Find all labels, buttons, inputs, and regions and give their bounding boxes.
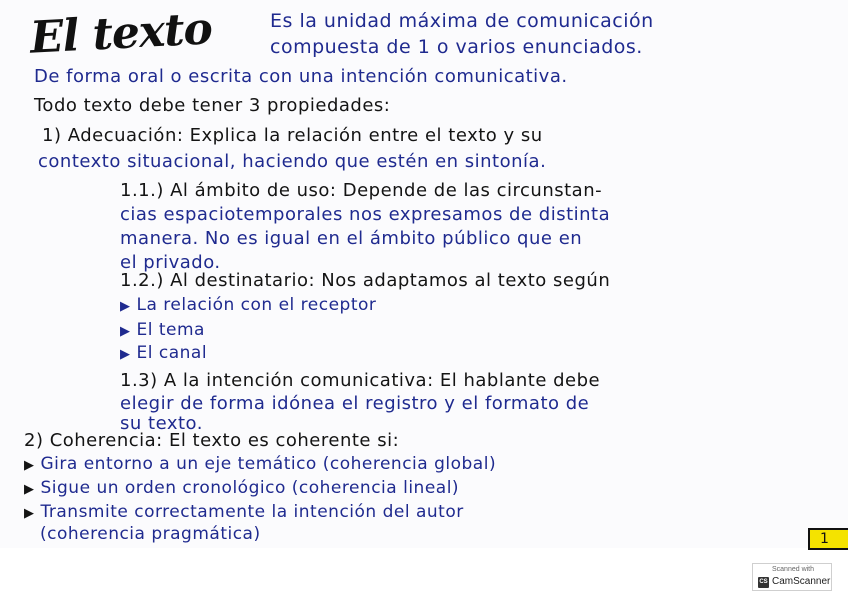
ambito-heading: 1.1.) Al ámbito de uso: Depende de las circunstan- — [120, 180, 603, 201]
page-title: El texto — [28, 3, 214, 64]
camscanner-watermark — [752, 563, 832, 591]
properties-heading: Todo texto debe tener 3 propiedades: — [34, 95, 391, 116]
intro-line-2: compuesta de 1 o varios enunciados. — [270, 36, 643, 58]
watermark-caption: Scanned with — [771, 566, 815, 573]
intro-line-3: De forma oral o escrita con una intención comunicativa. — [34, 66, 568, 87]
page-number-badge: 1 — [808, 528, 848, 550]
destinatario-bullet-3: ▶ El canal — [120, 343, 208, 363]
triangle-bullet-icon: ▶ — [120, 347, 131, 362]
coherencia-bullet-1: ▶ Gira entorno a un eje temático (coherencia global) — [24, 454, 497, 474]
triangle-bullet-icon: ▶ — [24, 506, 35, 521]
intencion-line-2: elegir de forma idónea el registro y el formato de — [120, 393, 590, 414]
intencion-line-3: su texto. — [120, 413, 203, 434]
destinatario-heading: 1.2.) Al destinatario: Nos adaptamos al texto según — [120, 270, 611, 291]
destinatario-bullet-2: ▶ El tema — [120, 320, 205, 340]
triangle-bullet-icon: ▶ — [120, 299, 131, 314]
adecuacion-line-2: contexto situacional, haciendo que estén en sintonía. — [38, 151, 547, 172]
triangle-bullet-icon: ▶ — [120, 324, 131, 339]
triangle-bullet-icon: ▶ — [24, 458, 35, 473]
coherencia-heading: 2) Coherencia: El texto es coherente si: — [24, 430, 400, 451]
triangle-bullet-icon: ▶ — [24, 482, 35, 497]
ambito-line-3: manera. No es igual en el ámbito público que en — [120, 228, 583, 249]
watermark-brand: CamScanner — [772, 576, 831, 587]
coherencia-bullet-3: ▶ Transmite correctamente la intención del autor — [24, 502, 464, 522]
adecuacion-heading: 1) Adecuación: Explica la relación entre el texto y su — [42, 125, 543, 146]
destinatario-bullet-1: ▶ La relación con el receptor — [120, 295, 377, 315]
ambito-line-4: el privado. — [120, 252, 221, 273]
camscanner-logo-icon: CS — [758, 577, 769, 588]
coherencia-line-4: (coherencia pragmática) — [40, 524, 261, 544]
coherencia-bullet-2: ▶ Sigue un orden cronológico (coherencia lineal) — [24, 478, 460, 498]
intencion-heading: 1.3) A la intención comunicativa: El hablante debe — [120, 370, 601, 391]
ambito-line-2: cias espaciotemporales nos expresamos de distinta — [120, 204, 611, 225]
intro-line-1: Es la unidad máxima de comunicación — [270, 10, 654, 32]
